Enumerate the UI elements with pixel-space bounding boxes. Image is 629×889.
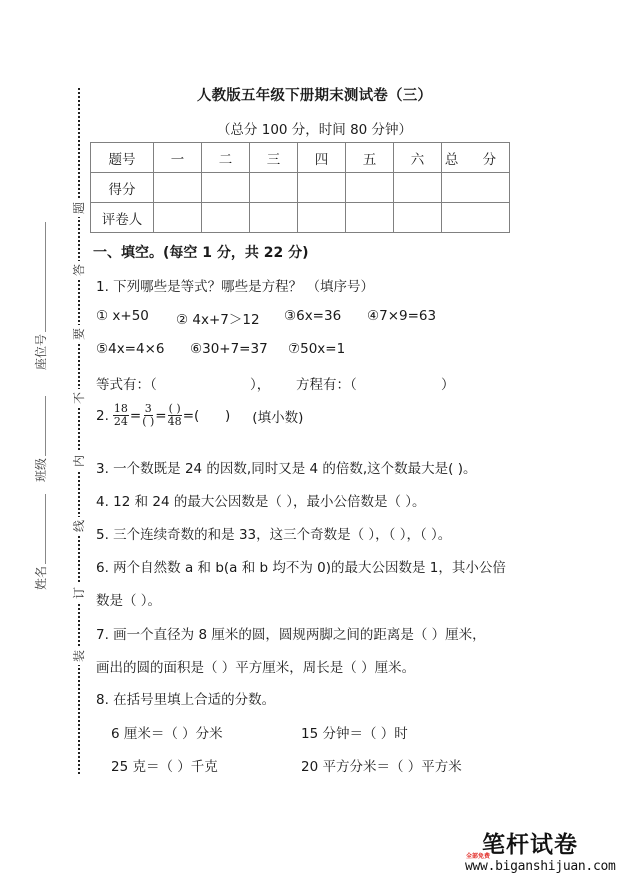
- q1-option: ③6x=36: [284, 308, 342, 324]
- row-label: 得分: [91, 173, 154, 203]
- equation-answer-label: 等式有：（: [96, 377, 157, 393]
- q1-option: ④7×9=63: [367, 308, 437, 324]
- header-cell: 五: [346, 143, 394, 173]
- header-cell: 三: [250, 143, 298, 173]
- name-field[interactable]: [32, 494, 49, 590]
- header-cell: 总 分: [442, 143, 510, 173]
- binding-char: 答: [71, 261, 87, 279]
- score-table: [90, 142, 510, 233]
- fraction: $\frac{3}{( )}$: [142, 402, 155, 428]
- q8-item: 25 克＝（ ）千克: [111, 759, 218, 775]
- grader-cell[interactable]: [298, 203, 346, 233]
- equation-answer-close: ），: [250, 377, 271, 393]
- binding-char: 内: [71, 452, 87, 470]
- seat-number-field[interactable]: [32, 222, 49, 370]
- score-cell[interactable]: [346, 173, 394, 203]
- binding-char: 要: [71, 325, 87, 343]
- grader-cell[interactable]: [442, 203, 510, 233]
- free-tag: 全部免费: [466, 853, 491, 860]
- grader-cell[interactable]: [202, 203, 250, 233]
- score-row: [91, 173, 510, 203]
- score-cell[interactable]: [442, 173, 510, 203]
- header-cell: 题号: [91, 143, 154, 173]
- question-7: 7. 画一个直径为 8 厘米的圆，圆规两脚之间的距离是（ ）厘米，: [96, 627, 486, 643]
- q1-option: ⑦50x=1: [288, 341, 346, 357]
- score-cell[interactable]: [202, 173, 250, 203]
- q8-item: 20 平方分米＝（ ）平方米: [301, 759, 462, 775]
- q2-hint: (填小数): [252, 409, 304, 426]
- header-cell: 四: [298, 143, 346, 173]
- seat-number-blank[interactable]: [35, 222, 46, 332]
- q2-tail: =( ): [182, 407, 231, 424]
- question-6: 6. 两个自然数 a 和 b(a 和 b 均不为 0)的最大公因数是 1，其小公倍: [96, 560, 506, 576]
- q1-option: ⑤4x=4×6: [96, 341, 165, 357]
- question-7-cont: 画出的圆的面积是（ ）平方厘米，周长是（ ）厘米。: [96, 660, 416, 676]
- question-6-cont: 数是（ ）。: [96, 593, 162, 609]
- q1-option: ① x+50: [96, 308, 149, 324]
- score-cell[interactable]: [298, 173, 346, 203]
- grader-cell[interactable]: [346, 203, 394, 233]
- formula-answer-label: 方程有：（: [296, 377, 357, 393]
- q1-option: ② 4x+7＞12: [176, 312, 260, 328]
- question-8: 8. 在括号里填上合适的分数。: [96, 692, 276, 708]
- score-cell[interactable]: [250, 173, 298, 203]
- header-cell: 二: [202, 143, 250, 173]
- score-cell[interactable]: [394, 173, 442, 203]
- binding-char: 题: [71, 199, 87, 217]
- question-4: 4. 12 和 24 的最大公因数是（ ），最小公倍数是（ ）。: [96, 494, 426, 510]
- name-label: 姓名: [34, 565, 48, 590]
- seat-number-label: 座位号: [34, 333, 48, 370]
- q2-prefix: 2.: [96, 407, 109, 424]
- grader-cell[interactable]: [154, 203, 202, 233]
- score-cell[interactable]: [154, 173, 202, 203]
- binding-char: 线: [71, 517, 87, 535]
- binding-char: 不: [71, 389, 87, 407]
- score-table-header-row: [91, 143, 510, 173]
- binding-char: 订: [71, 584, 87, 602]
- class-label: 班级: [34, 457, 48, 482]
- q8-item: 15 分钟＝（ ）时: [301, 726, 408, 742]
- fraction: $\frac{18}{24}$: [113, 402, 128, 428]
- class-field[interactable]: [32, 396, 49, 482]
- exam-subtitle: （总分 100 分，时间 80 分钟）: [216, 122, 413, 138]
- grader-cell[interactable]: [250, 203, 298, 233]
- formula-answer-close: ）: [441, 377, 455, 393]
- question-2: 2. $\frac{18}{24}$ = $\frac{3}{( )}$ = $\frac{( )}{48}$ =( ) (填小数): [96, 402, 304, 428]
- binding-dotted-line: [78, 88, 80, 774]
- fraction: $\frac{( )}{48}$: [167, 402, 182, 428]
- question-3: 3. 一个数既是 24 的因数,同时又是 4 的倍数,这个数最大是( )。: [96, 461, 477, 477]
- brand-url[interactable]: www.biganshijuan.com: [465, 859, 616, 874]
- header-cell: 一: [154, 143, 202, 173]
- header-cell: 六: [394, 143, 442, 173]
- row-label: 评卷人: [91, 203, 154, 233]
- binding-char: 装: [71, 647, 87, 665]
- grader-cell[interactable]: [394, 203, 442, 233]
- section-heading: 一、填空。(每空 1 分，共 22 分): [93, 245, 309, 261]
- brand-logo: 笔杆试卷: [482, 832, 578, 858]
- question-1: 1. 下列哪些是等式？哪些是方程？ （填序号）: [96, 279, 374, 295]
- grader-row: [91, 203, 510, 233]
- exam-title: 人教版五年级下册期末测试卷（三）: [196, 88, 433, 104]
- question-5: 5. 三个连续奇数的和是 33，这三个奇数是（ ），（ ），（ ）。: [96, 527, 452, 543]
- class-blank[interactable]: [35, 396, 46, 456]
- q8-item: 6 厘米＝（ ）分米: [111, 726, 223, 742]
- q1-option: ⑥30+7=37: [190, 341, 268, 357]
- name-blank[interactable]: [35, 494, 46, 564]
